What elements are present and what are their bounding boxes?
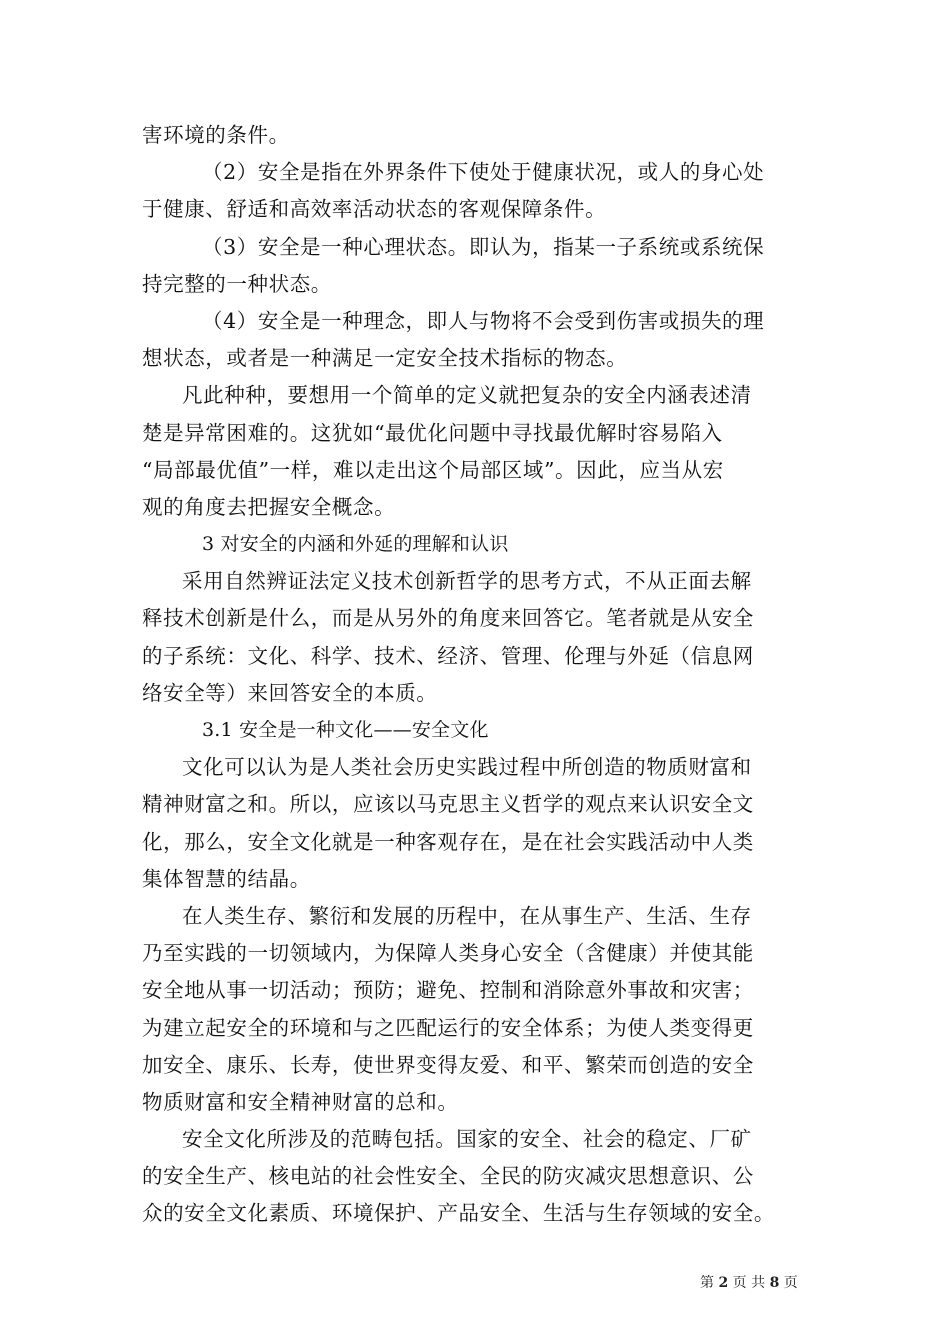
current-page-number: 2 bbox=[718, 1275, 729, 1291]
footer-prefix: 第 bbox=[700, 1275, 714, 1291]
text-line: 乃至实践的一切领域内，为保障人类身心安全（含健康）并使其能 bbox=[142, 941, 754, 966]
text-line: 楚是异常困难的。这犹如“最优化问题中寻找最优解时容易陷入 bbox=[142, 420, 723, 445]
text-line: 化，那么，安全文化就是一种客观存在，是在社会实践活动中人类 bbox=[142, 829, 754, 854]
total-page-count: 8 bbox=[769, 1275, 780, 1291]
text-line: 凡此种种，要想用一个简单的定义就把复杂的安全内涵表述清 bbox=[182, 383, 752, 408]
page-footer bbox=[700, 1272, 840, 1292]
text-line: （3）安全是一种心理状态。即认为，指某一子系统或系统保 bbox=[202, 234, 765, 259]
text-line: 在人类生存、繁衍和发展的历程中，在从事生产、生活、生存 bbox=[182, 903, 752, 928]
section-heading: 3 对安全的内涵和外延的理解和认识 bbox=[202, 533, 509, 556]
text-line: 害环境的条件。 bbox=[142, 123, 290, 147]
text-line: 为建立起安全的环境和与之匹配运行的安全体系；为使人类变得更 bbox=[142, 1015, 754, 1040]
text-line: （4）安全是一种理念，即人与物将不会受到伤害或损失的理 bbox=[202, 308, 765, 333]
text-line: 集体智慧的结晶。 bbox=[142, 866, 311, 891]
text-line: 于健康、舒适和高效率活动状态的客观保障条件。 bbox=[142, 197, 607, 222]
text-line: 的安全生产、核电站的社会性安全、全民的防灾减灾思想意识、公 bbox=[142, 1164, 754, 1189]
text-line: 物质财富和安全精神财富的总和。 bbox=[142, 1089, 459, 1114]
footer-middle: 页 共 bbox=[732, 1275, 766, 1291]
text-line: “局部最优值”一样，难以走出这个局部区域”。因此，应当从宏 bbox=[142, 457, 724, 482]
text-line: 想状态，或者是一种满足一定安全技术指标的物态。 bbox=[142, 346, 628, 371]
text-line: 采用自然辨证法定义技术创新哲学的思考方式，不从正面去解 bbox=[182, 569, 752, 594]
text-line: 文化可以认为是人类社会历史实践过程中所创造的物质财富和 bbox=[182, 755, 752, 780]
footer-suffix: 页 bbox=[783, 1275, 798, 1291]
text-line: 精神财富之和。所以，应该以马克思主义哲学的观点来认识安全文 bbox=[142, 792, 754, 817]
text-line: （2）安全是指在外界条件下使处于健康状况，或人的身心处 bbox=[202, 160, 765, 185]
text-line: 的子系统：文化、科学、技术、经济、管理、伦理与外延（信息网 bbox=[142, 643, 754, 668]
section-heading: 3.1 安全是一种文化——安全文化 bbox=[202, 719, 489, 741]
document-body bbox=[142, 117, 832, 1233]
text-line: 加安全、康乐、长寿，使世界变得友爱、和平、繁荣而创造的安全 bbox=[142, 1052, 754, 1077]
text-line: 安全文化所涉及的范畴包括。国家的安全、社会的稳定、厂矿 bbox=[182, 1127, 752, 1152]
text-line: 络安全等）来回答安全的本质。 bbox=[142, 680, 438, 705]
text-line: 持完整的一种状态。 bbox=[142, 271, 332, 296]
text-line: 观的角度去把握安全概念。 bbox=[142, 494, 396, 519]
text-line: 众的安全文化素质、环境保护、产品安全、生活与生存领域的安全。 bbox=[142, 1201, 775, 1226]
text-line: 释技术创新是什么，而是从另外的角度来回答它。笔者就是从安全 bbox=[142, 606, 754, 631]
text-line: 安全地从事一切活动；预防；避免、控制和消除意外事故和灾害； bbox=[142, 978, 754, 1003]
